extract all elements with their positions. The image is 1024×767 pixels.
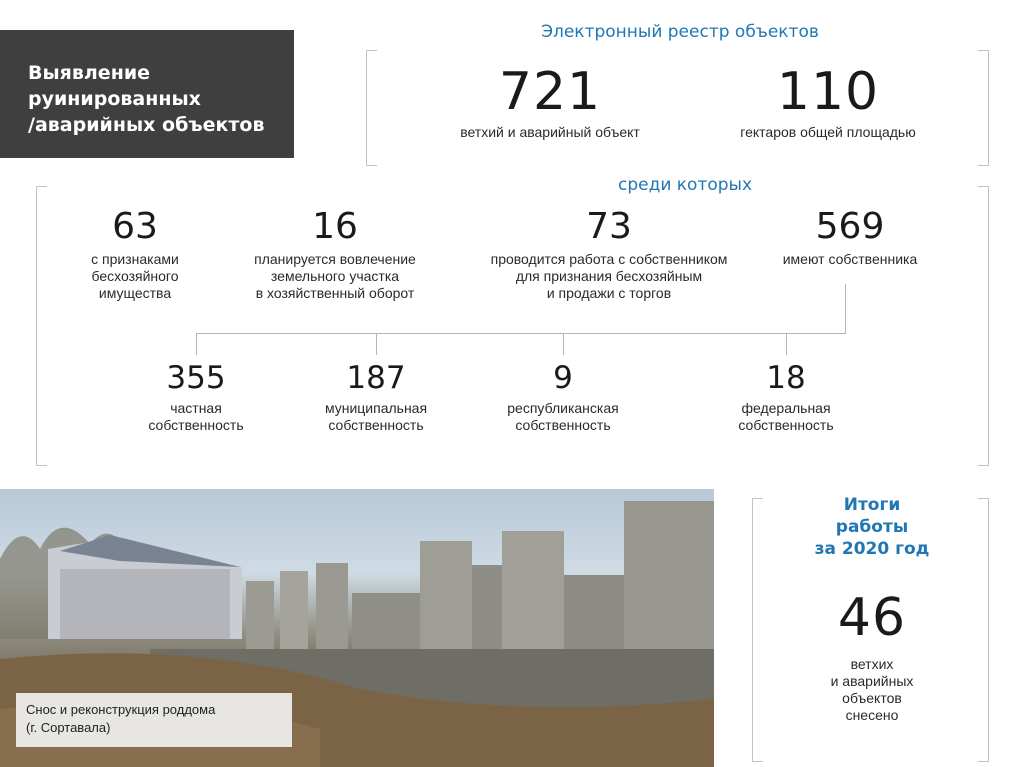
stat-caption-line: с признаками bbox=[91, 251, 179, 267]
slide-title bbox=[0, 30, 294, 158]
among-heading: среди которых bbox=[617, 175, 753, 195]
stat-value: 355 bbox=[166, 360, 226, 396]
registry-stat-area bbox=[700, 62, 956, 141]
title-line-1: Выявление bbox=[28, 62, 151, 84]
stat-value: 9 bbox=[553, 360, 573, 396]
stat-value: 18 bbox=[766, 360, 806, 396]
among-bracket-left bbox=[36, 186, 47, 466]
stat-caption: ветхий и аварийный объект bbox=[460, 124, 640, 140]
ownership-private bbox=[126, 360, 266, 434]
results-bracket-right bbox=[978, 498, 989, 762]
results-heading-line: Итоги bbox=[843, 495, 901, 515]
stat-ownerless bbox=[60, 206, 210, 302]
stat-owner-work bbox=[462, 206, 756, 302]
ownership-municipal bbox=[306, 360, 446, 434]
connector-horizontal bbox=[196, 333, 846, 334]
stat-caption-line: частная bbox=[170, 400, 222, 416]
stat-caption-line: муниципальная bbox=[324, 400, 428, 416]
stat-value: 63 bbox=[112, 206, 158, 247]
stat-caption-line: собственность bbox=[515, 417, 611, 433]
registry-bracket-right bbox=[978, 50, 989, 166]
among-bracket-right bbox=[978, 186, 989, 466]
connector-vertical-main bbox=[845, 284, 846, 334]
stat-caption-line: в хозяйственный оборот bbox=[255, 285, 415, 301]
ownership-federal bbox=[716, 360, 856, 434]
results-heading-line: работы bbox=[835, 517, 909, 537]
results-bracket-left bbox=[752, 498, 763, 762]
title-line-2: руинированных bbox=[28, 88, 201, 110]
stat-caption-line: республиканская bbox=[507, 400, 619, 416]
stat-caption-line: имущества bbox=[98, 285, 172, 301]
stat-value: 721 bbox=[498, 62, 602, 122]
stat-have-owner bbox=[768, 206, 932, 268]
results-heading-line: за 2020 год bbox=[814, 539, 930, 559]
title-line-3: /аварийных объектов bbox=[28, 114, 265, 136]
stat-caption-line: для признания бесхозяйным bbox=[515, 268, 703, 284]
stat-caption-line: собственность bbox=[738, 417, 834, 433]
results-caption-line: снесено bbox=[845, 707, 899, 723]
results-caption-line: объектов bbox=[842, 690, 902, 706]
results-heading bbox=[770, 494, 974, 560]
stat-value: 569 bbox=[815, 206, 885, 247]
stat-caption-line: проводится работа с собственником bbox=[490, 251, 728, 267]
connector-tick bbox=[196, 333, 197, 355]
registry-heading: Электронный реестр объектов bbox=[541, 22, 819, 42]
stat-value: 16 bbox=[312, 206, 358, 247]
photo-caption-line: (г. Сортавала) bbox=[26, 720, 111, 735]
connector-tick bbox=[376, 333, 377, 355]
connector-tick bbox=[786, 333, 787, 355]
stat-caption-line: планируется вовлечение bbox=[254, 251, 416, 267]
results-caption-line: и аварийных bbox=[830, 673, 914, 689]
stat-caption-line: собственность bbox=[148, 417, 244, 433]
ownership-republican bbox=[488, 360, 638, 434]
results-value: 46 bbox=[837, 588, 907, 648]
stat-caption-line: бесхозяйного bbox=[91, 268, 179, 284]
stat-value: 187 bbox=[346, 360, 406, 396]
registry-stat-objects bbox=[420, 62, 680, 141]
registry-bracket-left bbox=[366, 50, 377, 166]
stat-caption-line: имеют собственника bbox=[782, 251, 918, 267]
photo-caption bbox=[16, 693, 292, 747]
results-caption-line: ветхих bbox=[850, 656, 894, 672]
stat-caption: гектаров общей площадью bbox=[740, 124, 916, 140]
stat-value: 110 bbox=[776, 62, 880, 122]
connector-tick bbox=[563, 333, 564, 355]
stat-caption-line: собственность bbox=[328, 417, 424, 433]
stat-caption-line: федеральная bbox=[741, 400, 831, 416]
stat-caption-line: и продажи с торгов bbox=[546, 285, 672, 301]
results-caption bbox=[770, 656, 974, 724]
stat-caption-line: земельного участка bbox=[270, 268, 400, 284]
stat-value: 73 bbox=[586, 206, 632, 247]
stat-land-involvement bbox=[230, 206, 440, 302]
photo-caption-line: Снос и реконструкция роддома bbox=[26, 702, 216, 717]
